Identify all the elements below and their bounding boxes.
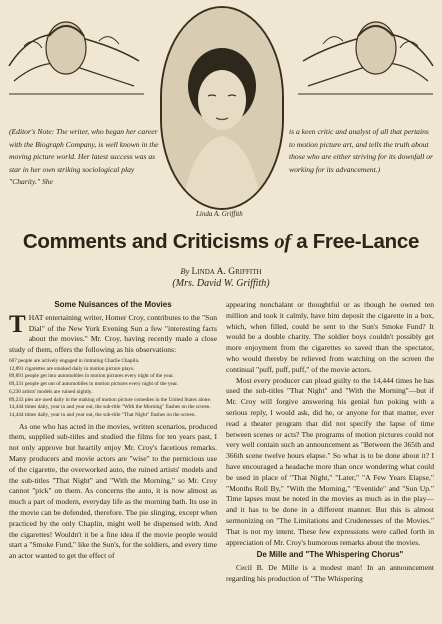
stat-item: 12,891 cigarettes are smoked daily in motion picture plays. (9, 365, 135, 372)
body-paragraph: appearing nonchalant or thoughtful or as though he owned ten million and took it calmly, have him deposit the cigarette in a box, which, when filled, could be sent to the Sun's Smoke Fund? It would be a double charity. The soldier boys couldn't possibly get more enjoyment from the cigarettes so saved than the spectator, who would thereby be relieved from watching on the screen the continual "puff, puff, puff," of the movie actors. (226, 300, 434, 374)
byline-subtitle: (Mrs. David W. Griffith) (172, 278, 270, 289)
intro-paragraph: THAT entertaining writer, Homer Croy, contributes to the "Sun Dial" of the New York Evening Sun a few "interesting facts about the movies." Mr. Croy, having recently made a close study of them, offers the following as his observations: (9, 310, 217, 355)
decorative-headpiece-right (298, 6, 438, 98)
body-paragraph: Most every producer can plead guilty to the 14,444 times he has used the sub-titles "That Night" and "With the Morning"—but if Mr. Croy will forgive answering his genial fun poking with a serious reply, I would ask, did he, or anyone for that matter, ever read a theater program that did not specify the lapse of time between scenes or acts? The programs of motion pictures could not very well contain such an announcement as "Between the 365th and 366th scene twelve hours elapse." So what is to be done about it? I have encouraged a headache more than once wondering what could be used in place of "That Night," "Later," "A Few Years Elapse," "Months Roll By," "With the Morning," "Eventide" and "Sun Up." Time lapses must be noted in the movies as much as in the play—and it has to be done in a different manner. But this is almost sermonizing on "The Limitations and Crudenesses of the Movies." That is not my intent. These few expressions were called forth in appreciation of Mr. Croy's humorous remarks about the movies. (226, 375, 434, 547)
decorative-headpiece-left (4, 6, 144, 98)
stats-list (9, 358, 217, 420)
stat-item: 6,230 artists' models are ruined nightly. (9, 388, 93, 395)
article-title: Comments and Criticisms of a Free-Lance (22, 230, 420, 253)
body-paragraph: Cecil B. De Mille is a modest man! In an announcement regarding his production of "The Whispering (226, 563, 434, 583)
left-column (9, 300, 217, 562)
stat-item: 14,444 times daily, year in and year out, the sub-title "With the Morning" flashes on the screen. (9, 404, 211, 411)
editor-note-left: (Editor's Note: The writer, who began her career with the Biograph Company, is well known in the moving picture world. Her latest success was as star in her own striking sociological play "Charity." She (9, 127, 159, 187)
byline: By Linda A. Griffith (180, 266, 262, 277)
stat-item: 89,233 pies are used daily in the making of motion picture comedies in the United States alone. (9, 396, 212, 403)
body-paragraph: As one who has acted in the movies, written scenarios, produced them, supplied sub-titles and studied the films for ten years past, I not only approve but heartily enjoy Mr. Croy's facetious remarks. Many producers and movie actors are "wise" to the pernicious use of the cigarette, the overworked auto, the ruined artists' models and the sub-titles "That Night" and "With the Morning," so Mr. Croy cannot "pick" on them. As concerns the auto, it is now almost as much a part of modern, everyday life as the morning bath. Its use in the movie can be defended, therefore. The pie slinging, except when practiced by the only Chaplin, might well be dispensed with. And the cigarettes! Wouldn't it be a fine idea if the movie people would start a "Smoke Fund," like the Sun's, for the soldiers, and every time an actor wanted to get the effect of (9, 421, 217, 561)
editor-note-right: is a keen critic and analyst of all that pertains to motion picture art, and tells the truth about those who are either striving for its downfall or working for its advancement.) (289, 127, 434, 174)
stat-item: 607 people are actively engaged in imitating Charlie Chaplin. (9, 357, 140, 364)
stat-item: 89,891 people get into automobiles in motion pictures every night of the year. (9, 373, 174, 380)
right-column (226, 300, 434, 585)
portrait-caption: Linda A. Griffith (196, 210, 243, 218)
stat-item: 14,444 times daily, year in and year out, the sub-title "That Night" flashes on the screen. (9, 411, 196, 418)
drop-cap: T (9, 310, 26, 338)
section-heading-nuisances: Some Nuisances of the Movies (54, 300, 172, 309)
stat-item: 89,331 people get out of automobiles in motion pictures every night of the year. (9, 381, 179, 388)
author-portrait (160, 6, 284, 210)
section-heading-de-mille: De Mille and "The Whispering Chorus" (256, 550, 404, 560)
